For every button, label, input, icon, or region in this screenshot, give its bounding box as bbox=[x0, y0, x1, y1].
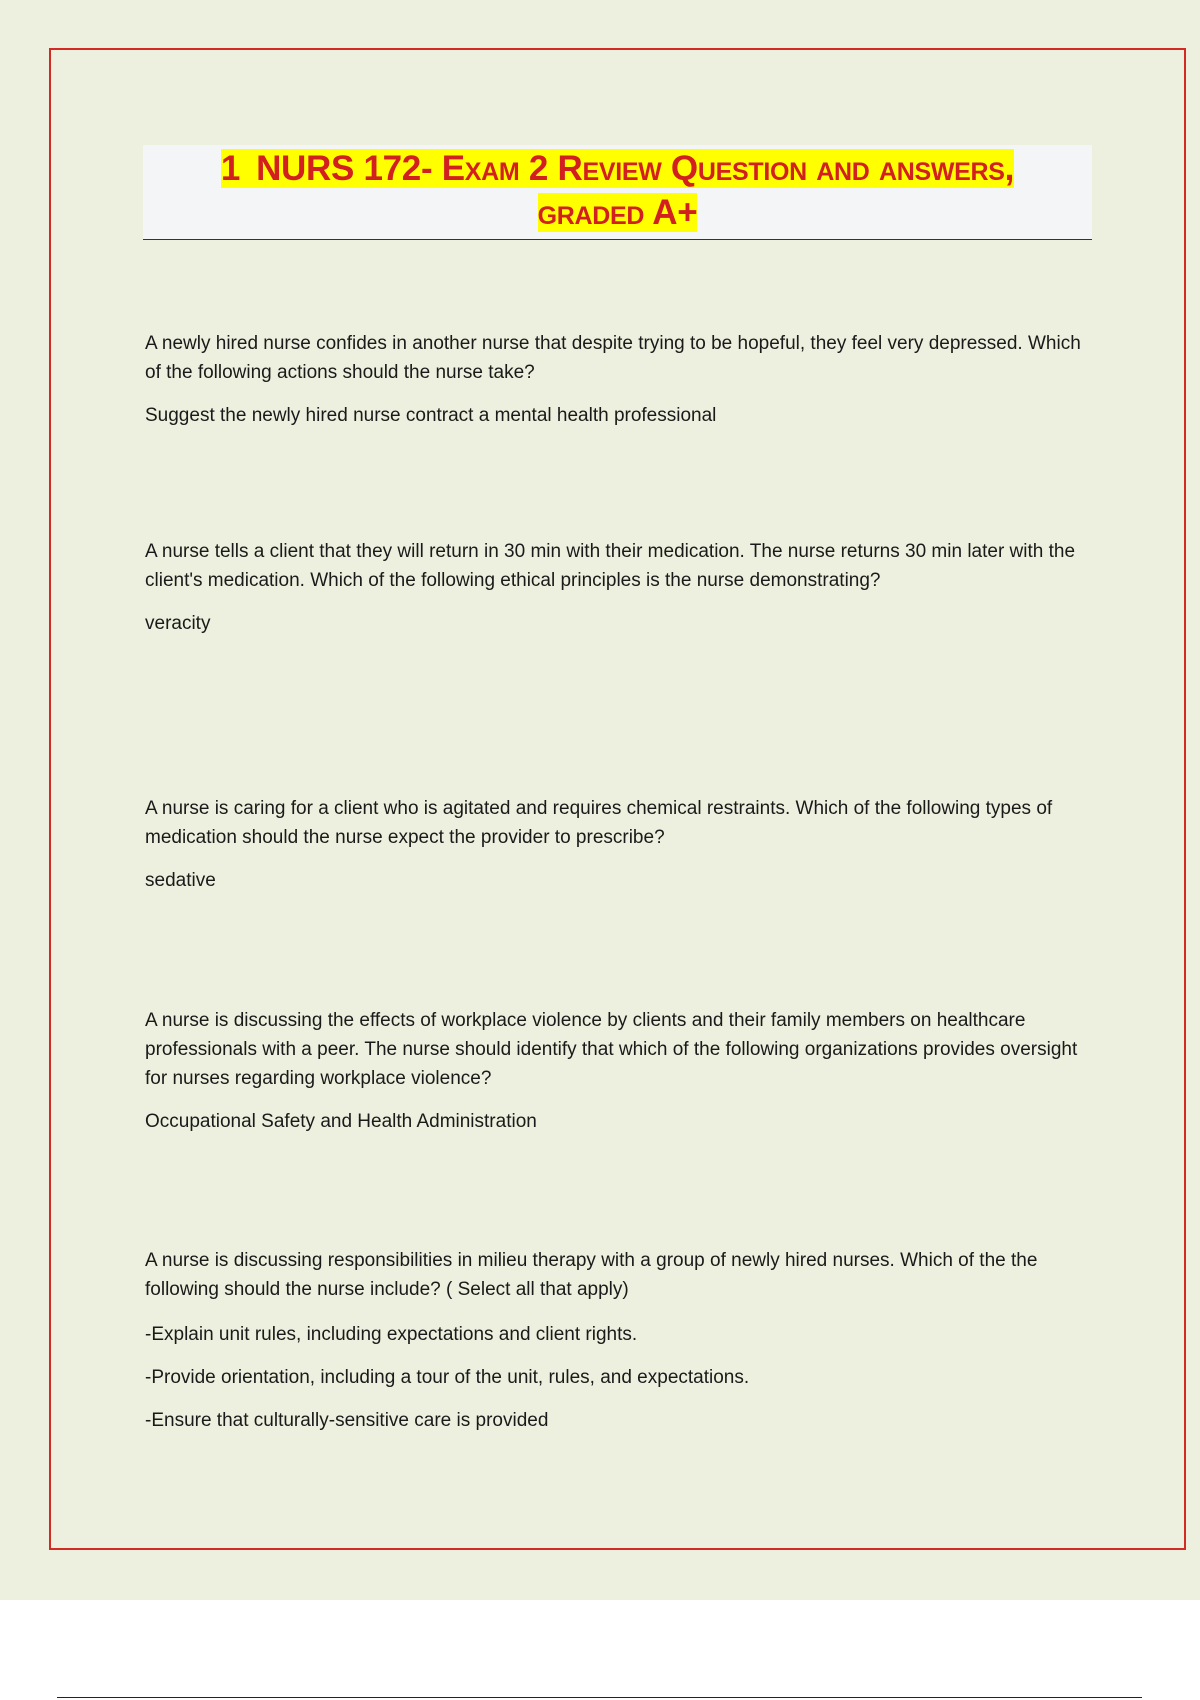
title-line-2: graded A+ bbox=[537, 193, 698, 232]
answer-text: Occupational Safety and Health Administration bbox=[145, 1111, 537, 1132]
footer-divider bbox=[57, 1697, 1142, 1698]
answer-text: -Ensure that culturally-sensitive care is provided bbox=[145, 1410, 549, 1431]
answer-text: -Explain unit rules, including expectations and client rights. bbox=[145, 1324, 638, 1345]
answer-text: Suggest the newly hired nurse contract a mental health professional bbox=[145, 405, 717, 426]
title-line-1 bbox=[221, 149, 1014, 188]
document-title bbox=[143, 145, 1092, 235]
answer-text: sedative bbox=[145, 870, 216, 891]
title-number: 1 bbox=[220, 149, 241, 188]
question-text: A nurse is discussing the effects of workplace violence by clients and their family members on healthcare professionals with a peer. The nurse should identify that which of the following organizations provides oversight for nurses regarding workplace violence? bbox=[145, 1010, 1078, 1089]
question-text: A nurse tells a client that they will return in 30 min with their medication. The nurse returns 30 min later with the client's medication. Which of the following ethical principles is the nurse demonstrating? bbox=[145, 541, 1076, 591]
qa-item bbox=[145, 794, 1095, 895]
title-line-1-text: NURS 172- Exam 2 Review Question and answers, bbox=[256, 149, 1015, 188]
answer-text: veracity bbox=[145, 613, 211, 634]
question-text: A nurse is caring for a client who is agitated and requires chemical restraints. Which of the following types of medication should the nurse expect the provider to prescribe? bbox=[145, 798, 1053, 848]
question-text: A newly hired nurse confides in another nurse that despite trying to be hopeful, they feel very depressed. Which of the following actions should the nurse take? bbox=[145, 333, 1081, 383]
question-text: A nurse is discussing responsibilities in milieu therapy with a group of newly hired nurses. Which of the the following should the nurse include? ( Select all that apply) bbox=[145, 1250, 1038, 1300]
qa-item bbox=[145, 1006, 1095, 1136]
answer-text: -Provide orientation, including a tour of the unit, rules, and expectations. bbox=[145, 1367, 750, 1388]
qa-item bbox=[145, 537, 1095, 638]
document-title-block bbox=[143, 145, 1092, 240]
qa-item bbox=[145, 1246, 1095, 1435]
qa-item bbox=[145, 329, 1095, 430]
